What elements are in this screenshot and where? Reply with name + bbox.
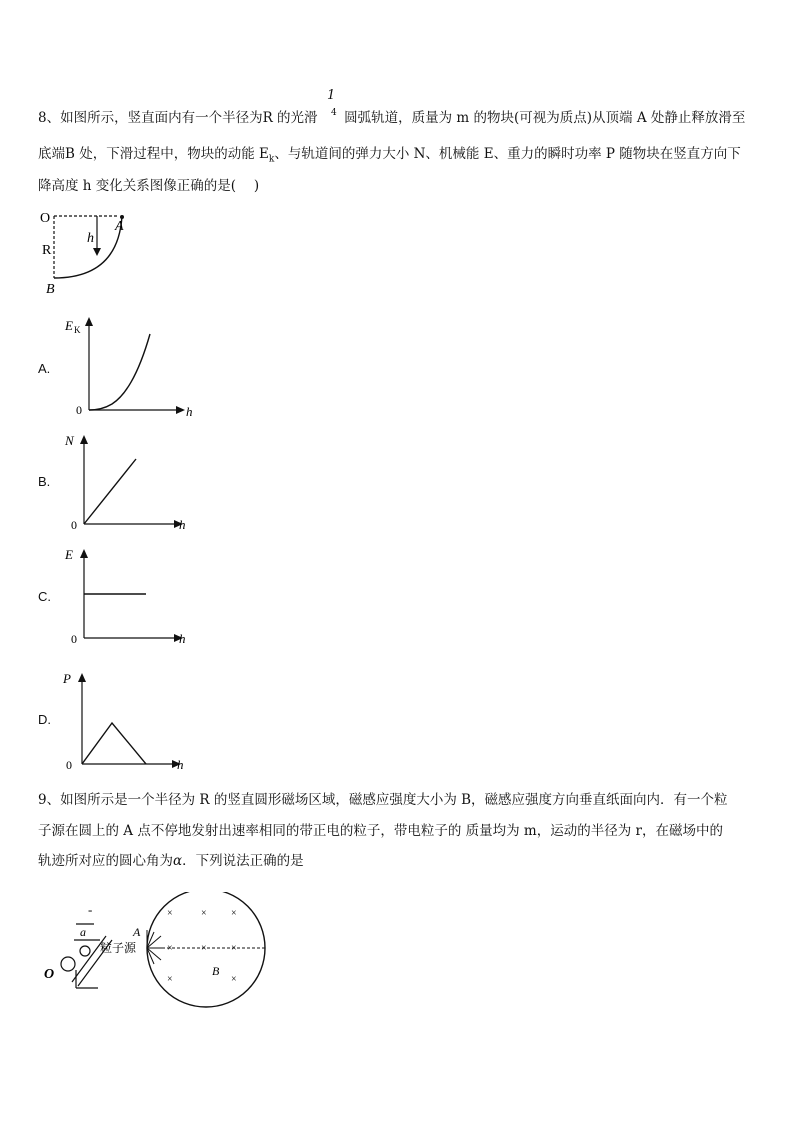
- q8-fraction-denominator: 4: [331, 108, 337, 118]
- q9-fig-label-O: O: [44, 967, 55, 982]
- q8-line-2-sub: k: [268, 154, 275, 165]
- q8-option-a-graph: [62, 314, 202, 418]
- q9-fig-cross: ×: [201, 908, 207, 919]
- q8-track-figure: [36, 204, 146, 300]
- q9-fig-cross: ×: [201, 943, 207, 954]
- q9-fig-crosses: [167, 908, 237, 985]
- q8-option-a-label: A.: [38, 361, 51, 376]
- q8-line-1: [38, 109, 745, 127]
- q8-fig-label-B: B: [46, 282, 55, 297]
- q9-fig-minus: -: [88, 902, 93, 917]
- q8-fig-label-A: A: [115, 219, 124, 234]
- q9-fig-emission-arrows: [147, 930, 164, 964]
- q8-option-c-xlabel: h: [179, 631, 186, 646]
- q8-option-a-curve: [89, 334, 150, 410]
- q8-option-a-ysub: K: [74, 325, 81, 335]
- q8-option-b-origin: 0: [71, 518, 77, 532]
- q8-option-b-ylabel: N: [65, 433, 74, 448]
- q8-line-3: 降高度 h 变化关系图像正确的是( ): [38, 178, 260, 194]
- q9-fig-cross: ×: [167, 908, 173, 919]
- q9-line-1: 9、如图所示是一个半径为 R 的竖直圆形磁场区域，磁感应强度大小为 B，磁感应强度方向垂直纸面向内．有一个粒: [38, 792, 728, 808]
- q9-fig-label-B: B: [212, 964, 220, 978]
- q8-option-a-origin: 0: [76, 403, 82, 417]
- q8-option-d-graph: [62, 668, 202, 772]
- q8-line-2: [38, 145, 741, 169]
- q9-fig-cross: ×: [167, 974, 173, 985]
- q9-fig-cross: ×: [167, 943, 173, 954]
- q8-line-2b: 、与轨道间的弹力大小 N、机械能 E、重力的瞬时功率 P 随物块在竖直方向下: [274, 146, 741, 162]
- q9-fig-ring-small: [80, 946, 90, 956]
- q8-option-d-xlabel: h: [177, 757, 184, 772]
- q8-option-d-triangle: [82, 723, 146, 764]
- q9-fig-label-a: a: [80, 925, 86, 939]
- q9-fig-label-A: A: [133, 925, 141, 939]
- q8-option-d-ylabel: P: [63, 671, 71, 686]
- q8-option-b-graph: [62, 430, 202, 532]
- q9-line-3b: ．下列说法正确的是: [182, 853, 304, 869]
- q8-option-d-label: D.: [38, 712, 51, 727]
- q8-option-a-ylabel: E: [65, 318, 73, 333]
- q9-fig-cross: ×: [231, 974, 237, 985]
- q9-line-2: 子源在圆上的 A 点不停地发射出速率相同的带正电的粒子，带电粒子的 质量均为 m，运动的半径为 r，在磁场中的: [38, 823, 723, 839]
- q8-option-c-graph: [62, 544, 202, 646]
- q8-option-c-ylabel: E: [65, 547, 73, 562]
- q8-option-c-label: C.: [38, 589, 51, 604]
- q9-line-3-alpha: α: [173, 853, 183, 869]
- q8-line-1b: 圆弧轨道，质量为 m 的物块(可视为质点)从顶端 A 处静止释放滑至: [344, 110, 746, 126]
- q8-option-b-line: [84, 459, 136, 524]
- q9-fig-cross: ×: [231, 908, 237, 919]
- q9-field-figure: [44, 892, 284, 1014]
- q9-fig-ring: [61, 957, 75, 971]
- q8-fraction-numerator: 1: [327, 88, 336, 103]
- q8-line-2a: 底端B 处，下滑过程中，物块的动能 E: [38, 146, 269, 162]
- q8-option-c-origin: 0: [71, 632, 77, 646]
- q8-fig-h-arrowhead: [93, 248, 101, 256]
- q9-line-3: [38, 852, 304, 870]
- q8-fig-label-O: O: [40, 211, 51, 226]
- q8-fig-label-R: R: [42, 243, 52, 258]
- q8-line-1a: 8、如图所示，竖直面内有一个半径为R 的光滑: [38, 110, 318, 126]
- q9-line-3a: 轨迹所对应的圆心角为: [38, 853, 173, 869]
- q8-option-d-origin: 0: [66, 758, 72, 772]
- q9-fig-cross: ×: [231, 943, 237, 954]
- q8-fig-label-h: h: [87, 231, 94, 246]
- q9-fig-source-label: 粒子源: [100, 941, 137, 955]
- q8-option-a-xlabel: h: [186, 404, 193, 418]
- q8-fig-arc: [54, 216, 122, 278]
- q8-option-b-label: B.: [38, 474, 51, 489]
- q8-option-b-xlabel: h: [179, 517, 186, 532]
